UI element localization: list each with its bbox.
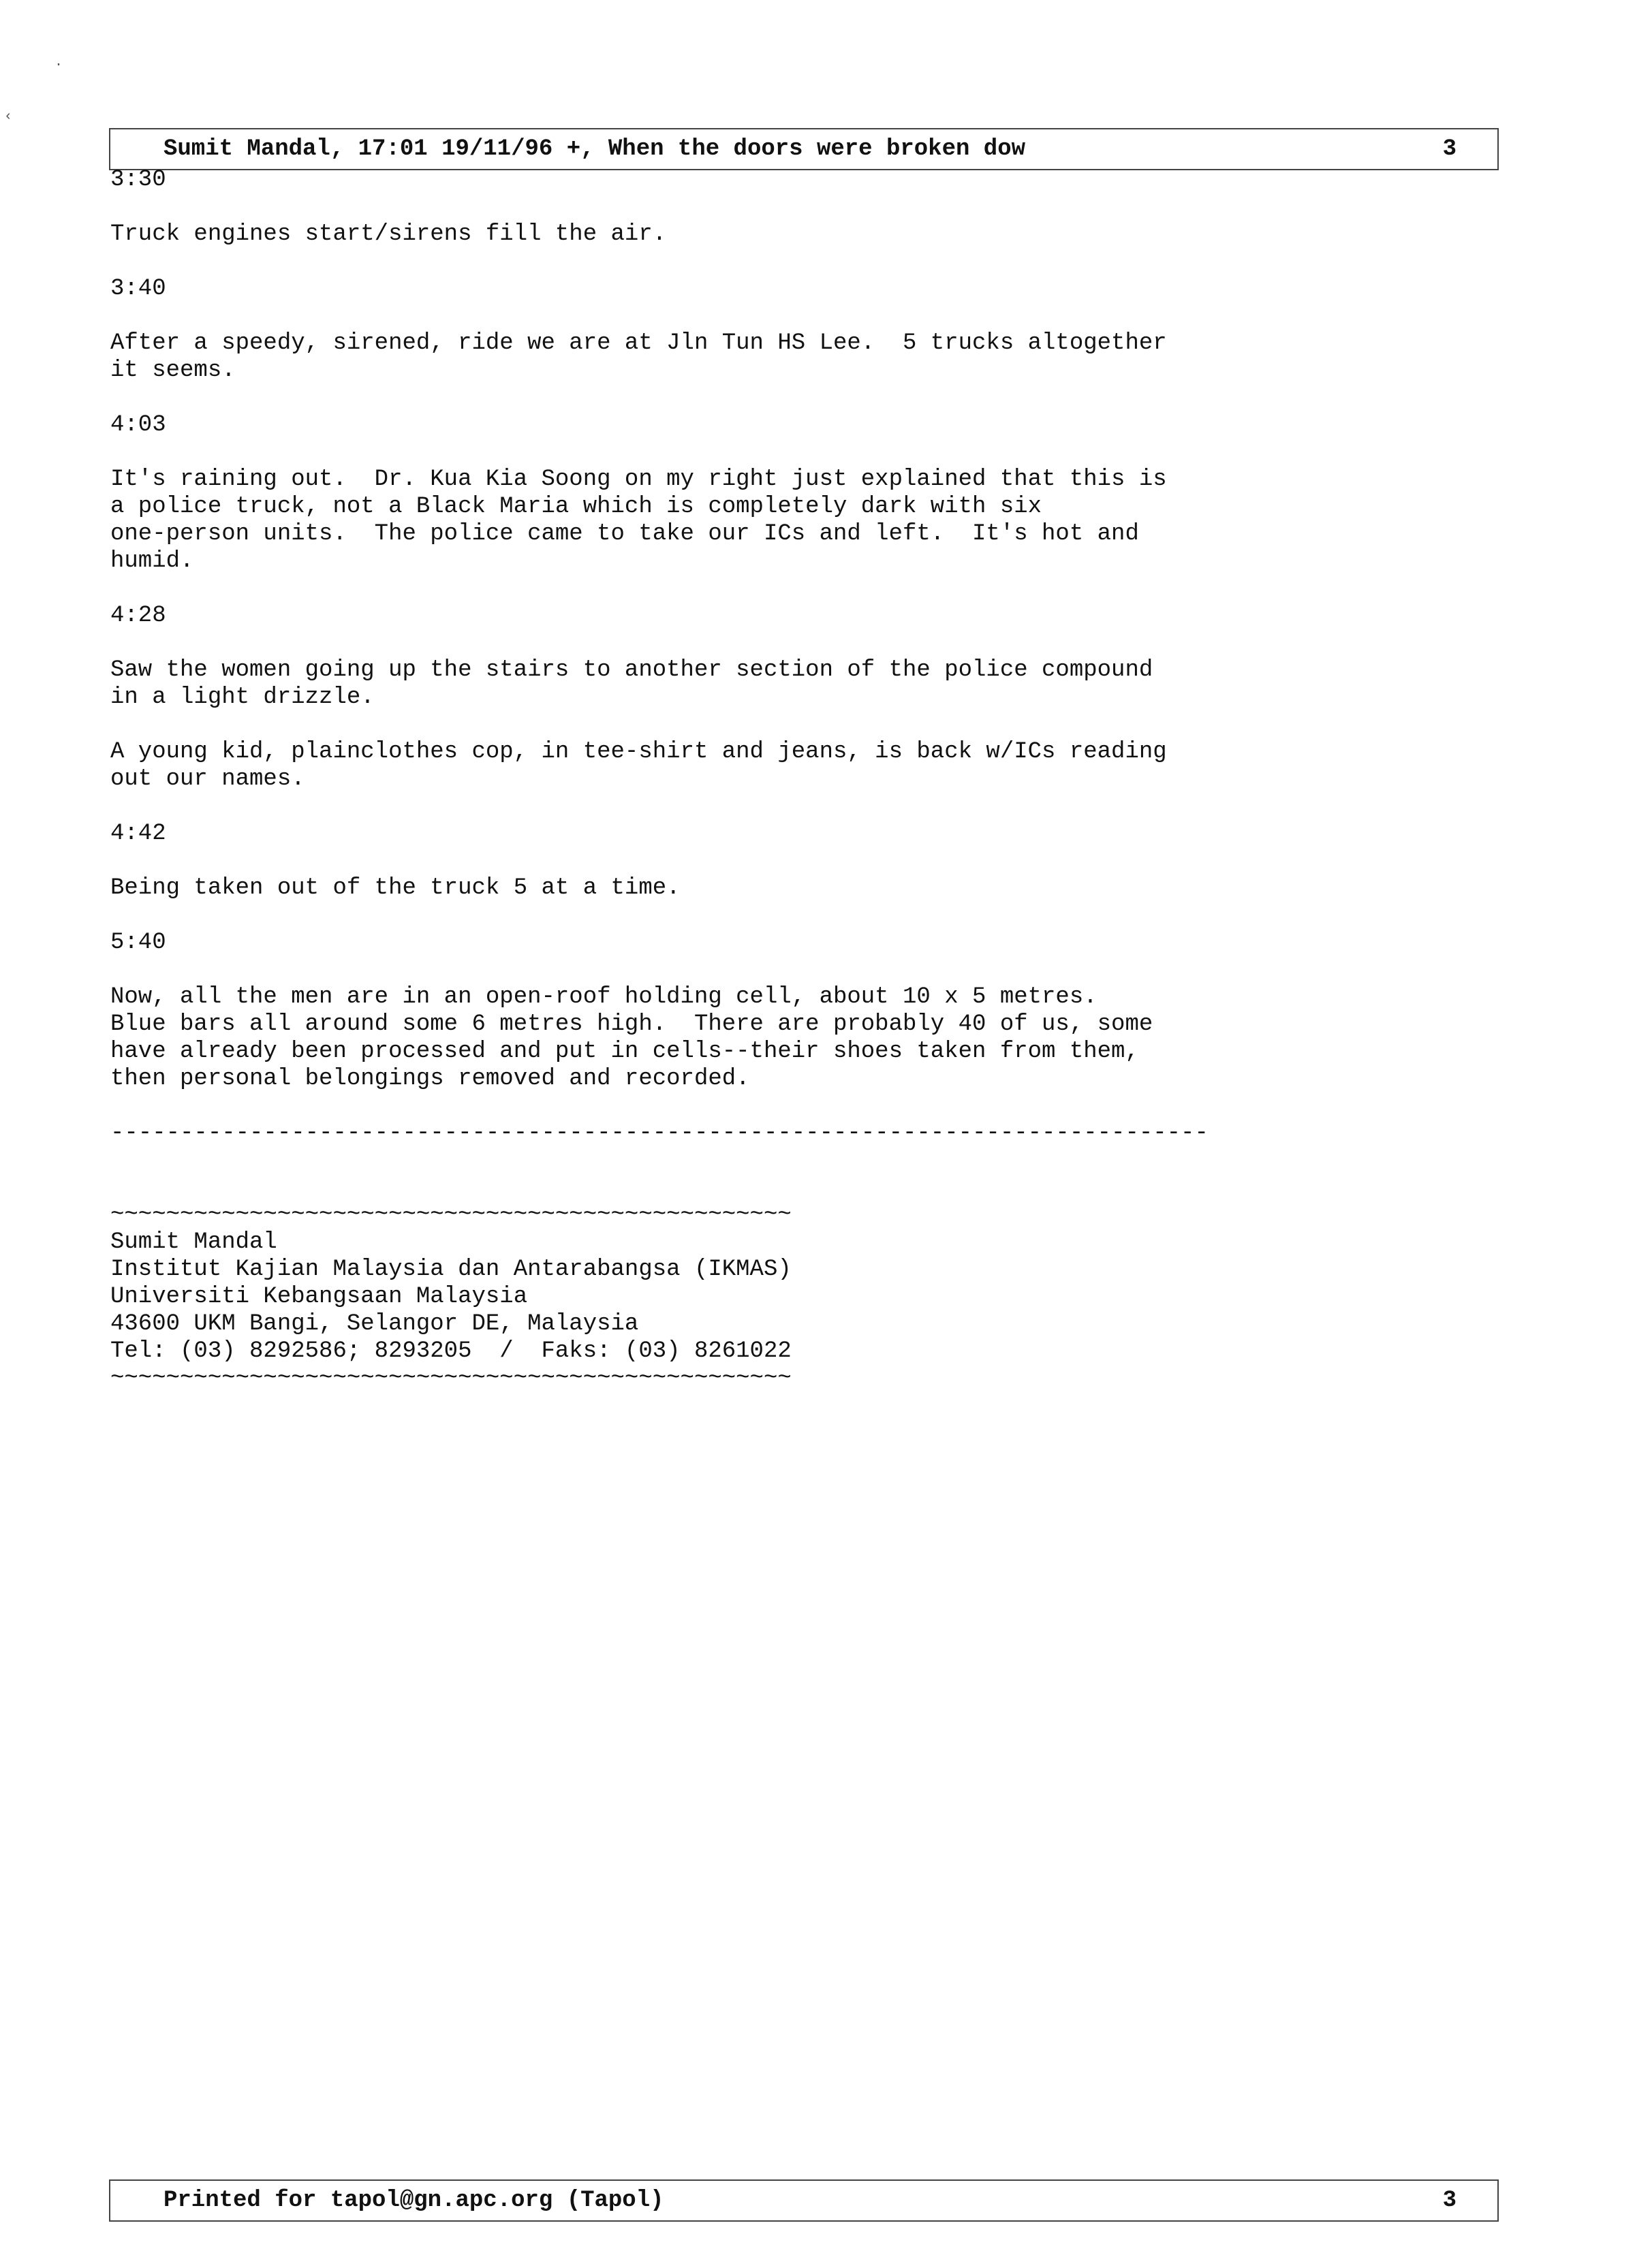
entry-text: It's raining out. Dr. Kua Kia Soong on my right just explained that this is a police truck, not a Black Maria which is completely dark with six one-person units. The police came to take our ICs and left. It's hot and humid. <box>110 467 1167 574</box>
header-page-number: 3 <box>1442 136 1457 162</box>
signature-name: Sumit Mandal <box>110 1229 277 1255</box>
entry-time: 3:40 <box>110 276 166 302</box>
footer-text: Printed for tapol@gn.apc.org (Tapol) <box>164 2188 664 2214</box>
entry-time: 4:03 <box>110 412 166 438</box>
signature-rule-bottom: ~~~~~~~~~~~~~~~~~~~~~~~~~~~~~~~~~~~~~~~~~~~~~~~~~ <box>110 1366 792 1391</box>
entry-text: Being taken out of the truck 5 at a time. <box>110 875 681 901</box>
entry-time: 4:28 <box>110 603 166 629</box>
entry-text: Saw the women going up the stairs to another section of the police compound in a light drizzle. <box>110 657 1153 710</box>
entry-text: Truck engines start/sirens fill the air. <box>110 221 667 247</box>
signature-university: Universiti Kebangsaan Malaysia <box>110 1284 528 1310</box>
entry-text: Now, all the men are in an open-roof holding cell, about 10 x 5 metres. Blue bars all around some 6 metres high. There are probably 40 of us, some have already been processed and put in cells--their shoes taken from them, then personal belongings removed and recorded. <box>110 984 1153 1092</box>
entry-time: 3:30 <box>110 167 166 193</box>
footer-page-number: 3 <box>1442 2188 1457 2214</box>
header-title: Sumit Mandal, 17:01 19/11/96 +, When the doors were broken dow <box>164 136 1026 162</box>
entry-time: 5:40 <box>110 930 166 956</box>
page-header <box>109 128 1499 170</box>
entry-time: 4:42 <box>110 821 166 847</box>
signature-rule-top: ~~~~~~~~~~~~~~~~~~~~~~~~~~~~~~~~~~~~~~~~~~~~~~~~~ <box>110 1202 792 1228</box>
entry-text: After a speedy, sirened, ride we are at Jln Tun HS Lee. 5 trucks altogether it seems. <box>110 330 1167 383</box>
separator-line: ------------------------------------------------------------------------------- <box>110 1120 1209 1146</box>
signature-address: 43600 UKM Bangi, Selangor DE, Malaysia <box>110 1311 639 1337</box>
entry-text: A young kid, plainclothes cop, in tee-shirt and jeans, is back w/ICs reading out our names. <box>110 739 1167 792</box>
signature-institute: Institut Kajian Malaysia dan Antarabangsa (IKMAS) <box>110 1257 792 1282</box>
signature-contact: Tel: (03) 8292586; 8293205 / Faks: (03) 8261022 <box>110 1338 792 1364</box>
scan-speck: ‹ <box>4 109 13 125</box>
page-footer <box>109 2179 1499 2222</box>
scan-speck: . <box>54 54 63 70</box>
